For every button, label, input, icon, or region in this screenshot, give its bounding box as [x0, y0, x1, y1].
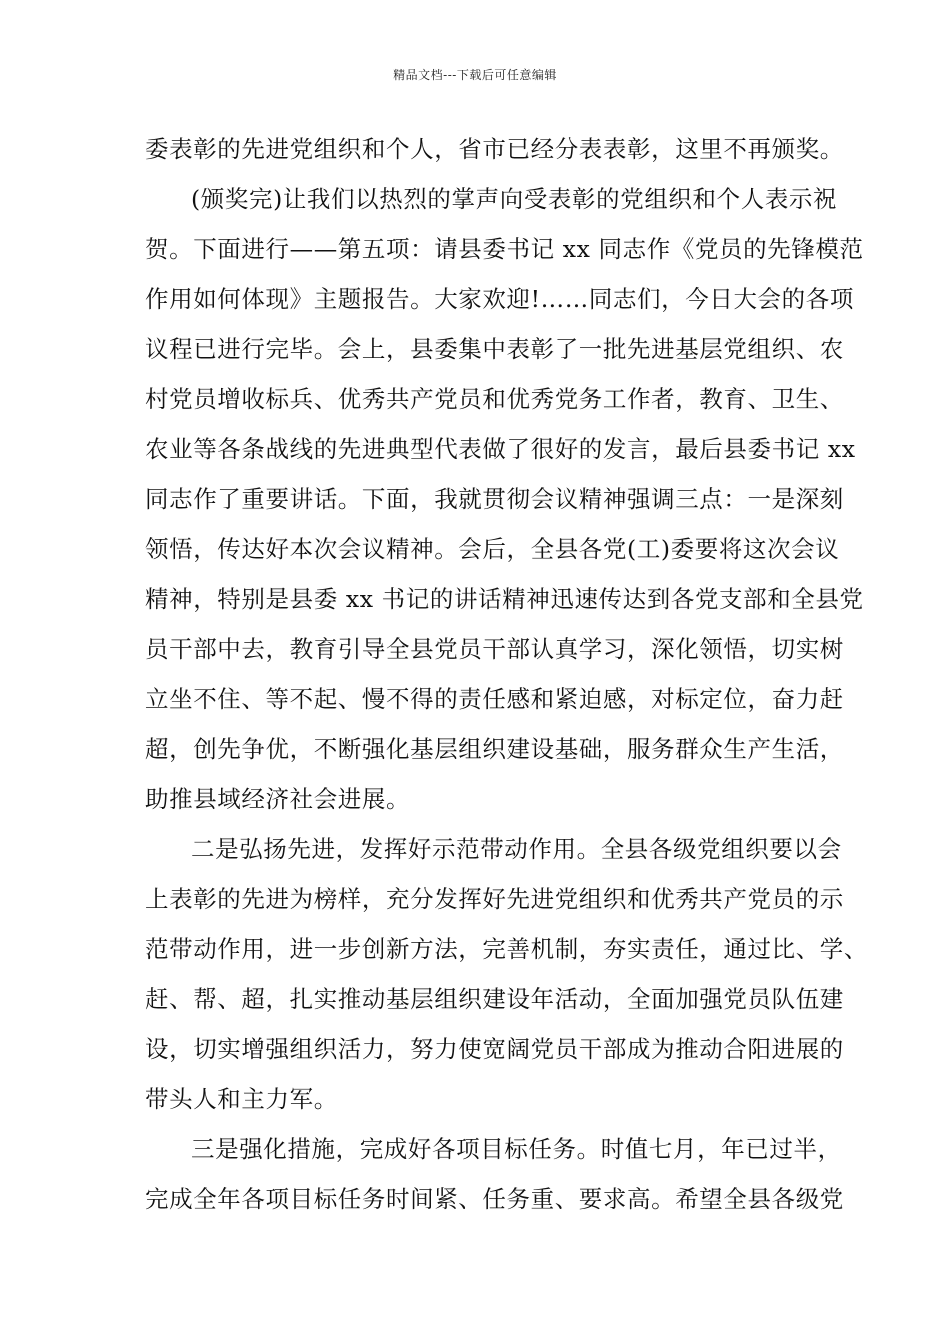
text-line: 农业等各条战线的先进典型代表做了很好的发言，最后县委书记 xx [145, 435, 856, 463]
text-line: 上表彰的先进为榜样，充分发挥好先进党组织和优秀共产党员的示 [145, 885, 844, 913]
text-line: 三是强化措施，完成好各项目标任务。时值七月，年已过半， [191, 1135, 842, 1163]
text-line: 超，创先争优，不断强化基层组织建设基础，服务群众生产生活， [145, 735, 844, 763]
text-line: 设，切实增强组织活力，努力使宽阔党员干部成为推动合阳进展的 [145, 1035, 844, 1063]
text-line: 助推县域经济社会进展。 [145, 785, 411, 813]
text-line: (颁奖完)让我们以热烈的掌声向受表彰的党组织和个人表示祝 [191, 185, 838, 213]
text-line: 完成全年各项目标任务时间紧、任务重、要求高。希望全县各级党 [145, 1185, 844, 1213]
text-line: 同志作了重要讲话。下面，我就贯彻会议精神强调三点：一是深刻 [145, 485, 844, 513]
text-line: 贺。下面进行——第五项：请县委书记 xx 同志作《党员的先锋模范 [145, 235, 864, 263]
text-line: 赶、帮、超，扎实推动基层组织建设年活动，全面加强党员队伍建 [145, 985, 844, 1013]
page-header: 精品文档---下载后可任意编辑 [393, 68, 557, 82]
text-line: 范带动作用，进一步创新方法，完善机制，夯实责任，通过比、学、 [145, 935, 868, 963]
text-line: 员干部中去，教育引导全县党员干部认真学习，深化领悟，切实树 [145, 635, 844, 663]
text-line: 委表彰的先进党组织和个人，省市已经分表表彰，这里不再颁奖。 [145, 135, 844, 163]
text-line: 立坐不住、等不起、慢不得的责任感和紧迫感，对标定位，奋力赶 [145, 685, 844, 713]
text-line: 二是弘扬先进，发挥好示范带动作用。全县各级党组织要以会 [191, 835, 842, 863]
text-line: 精神，特别是县委 xx 书记的讲话精神迅速传达到各党支部和全县党 [145, 585, 864, 613]
text-line: 议程已进行完毕。会上，县委集中表彰了一批先进基层党组织、农 [145, 335, 844, 363]
text-line: 村党员增收标兵、优秀共产党员和优秀党务工作者，教育、卫生、 [145, 385, 844, 413]
text-line: 领悟，传达好本次会议精神。会后，全县各党(工)委要将这次会议 [145, 535, 840, 563]
text-line: 作用如何体现》主题报告。大家欢迎!……同志们，今日大会的各项 [145, 285, 854, 313]
text-line: 带头人和主力军。 [145, 1085, 338, 1113]
